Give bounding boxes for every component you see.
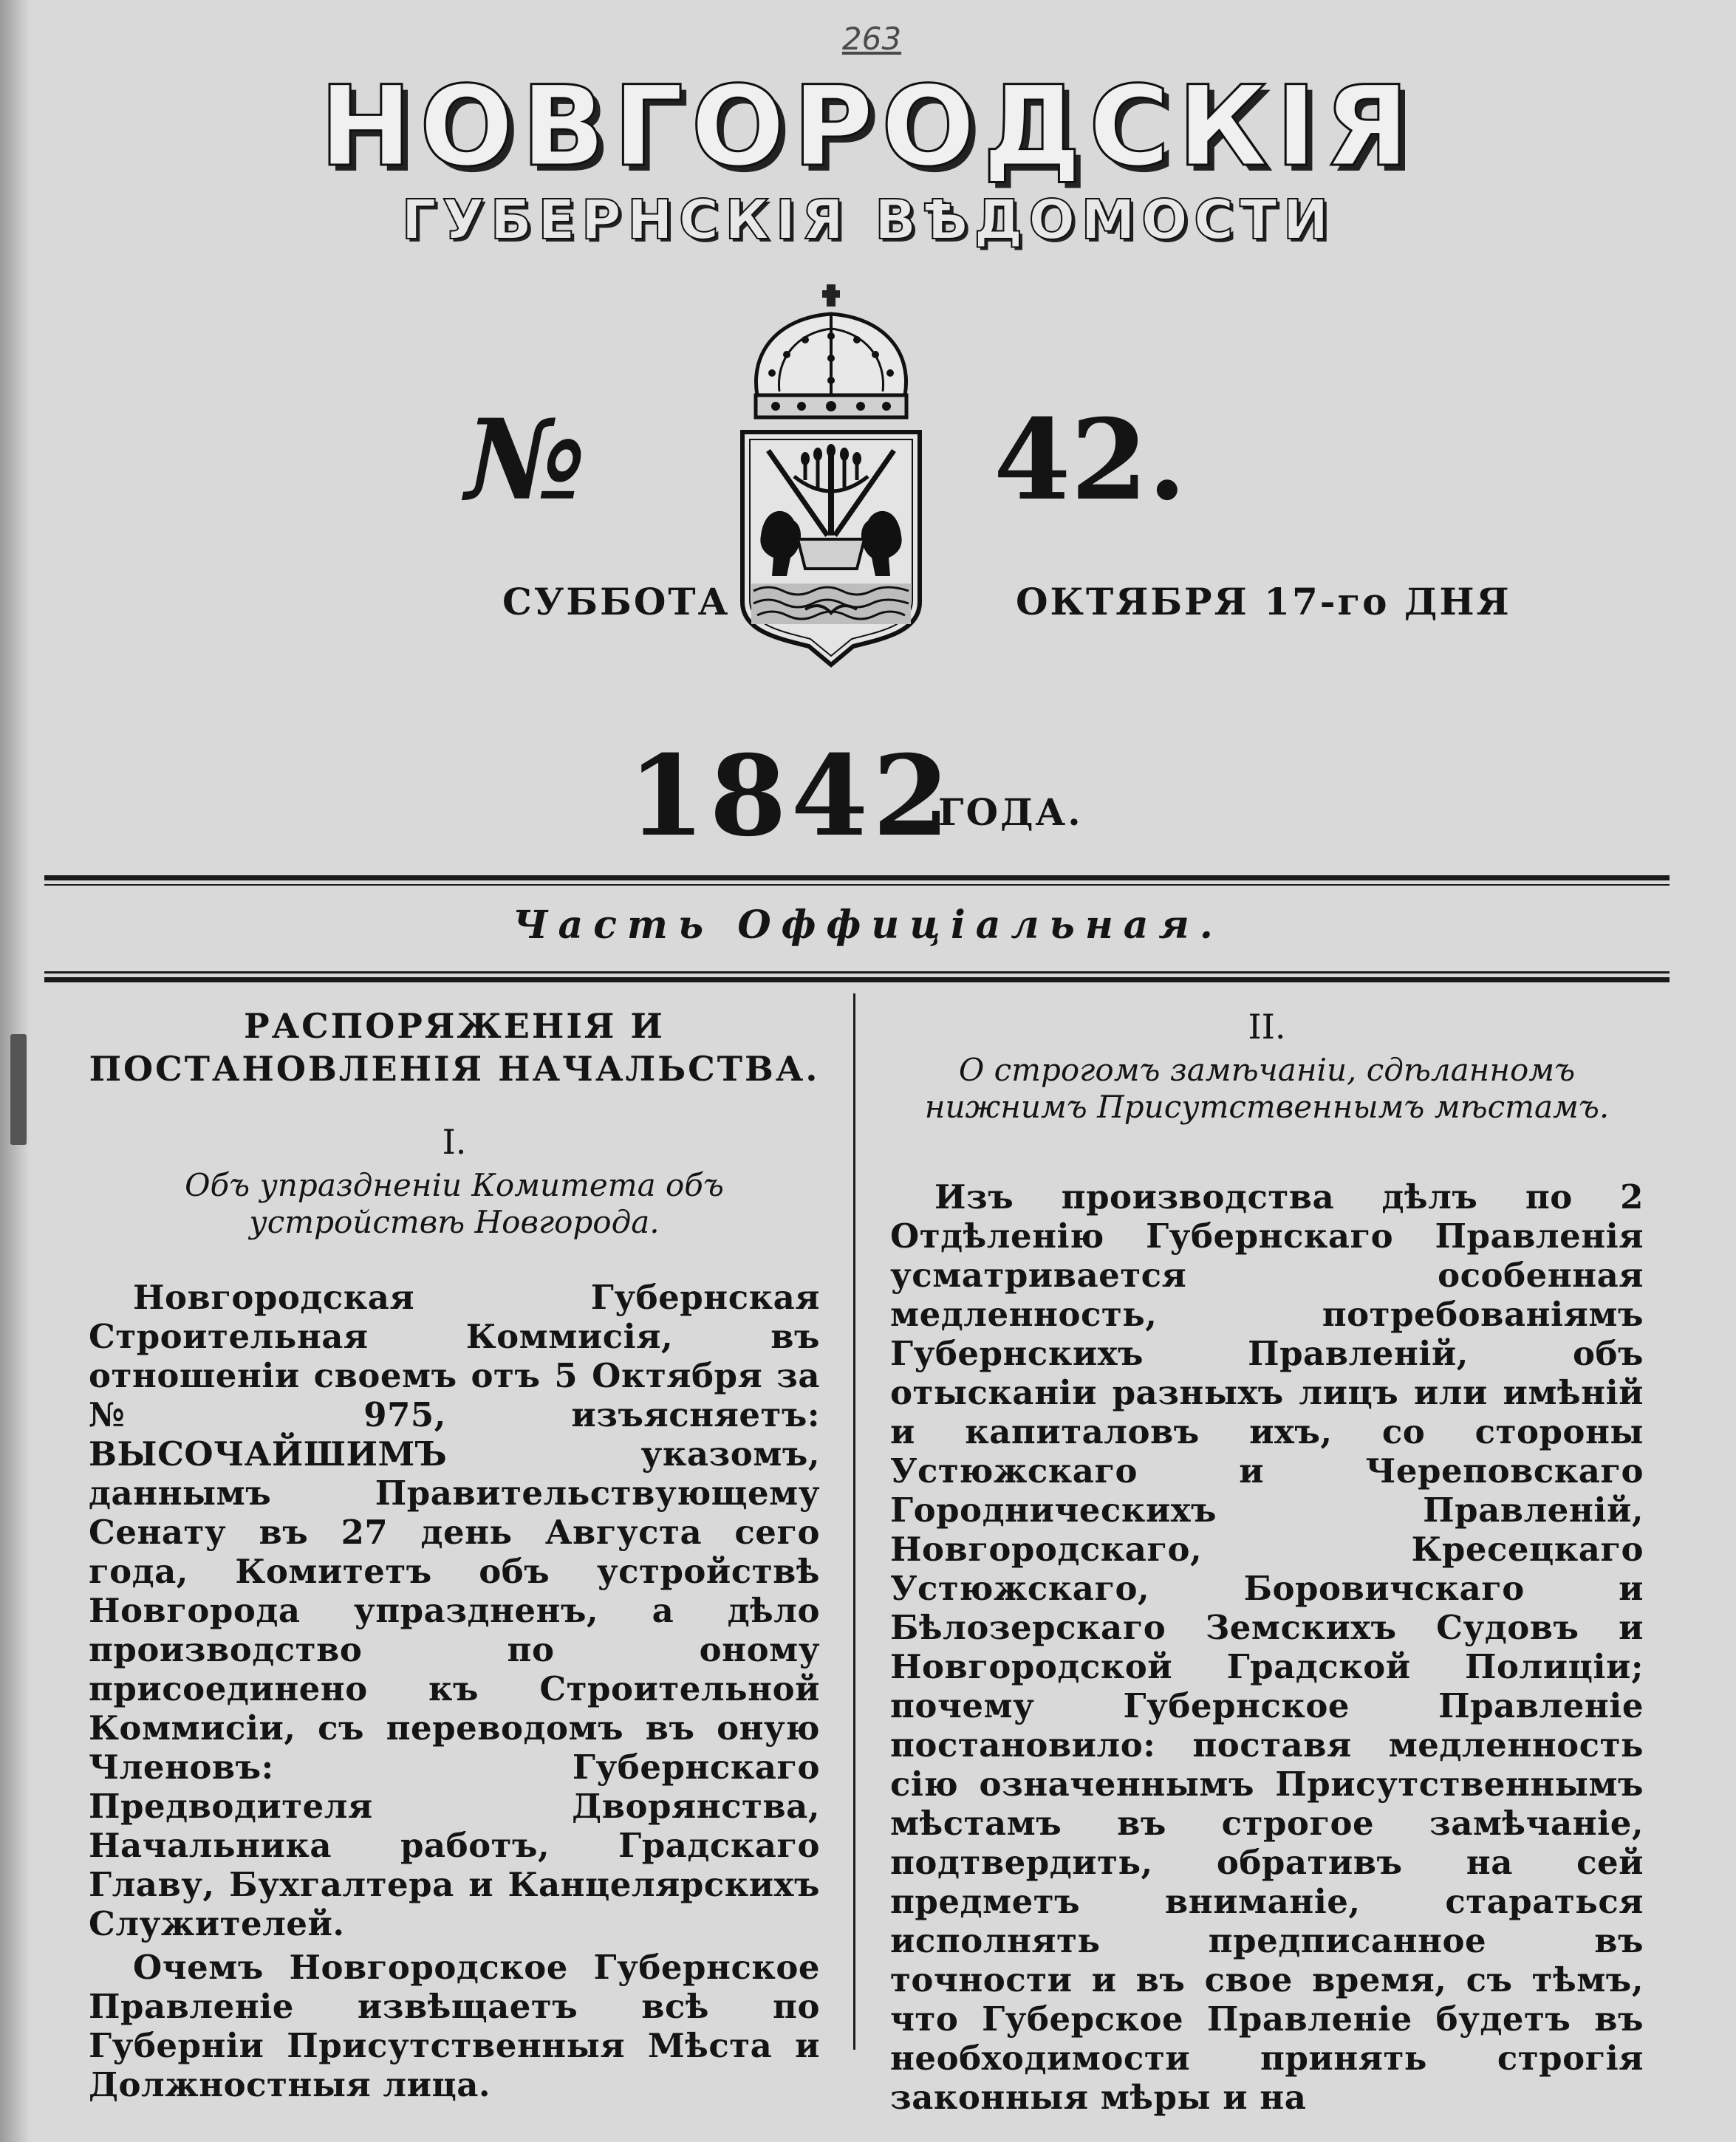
binding-clip: [10, 1034, 27, 1145]
archive-page-number: 263: [841, 21, 902, 57]
issue-date: ОКТЯБРЯ 17-го ДНЯ: [1016, 580, 1511, 623]
double-rule-top: [44, 875, 1670, 880]
article-number-2: II.: [1248, 1007, 1286, 1047]
issue-number: 42.: [994, 395, 1186, 525]
left-column: [89, 1005, 820, 2104]
article-1-paragraph-2: Очемъ Новгородское Губернское Правленіе извѣщаетъ всѣ по Губерніи Присутственныя Мѣста и Должностныя лица.: [89, 1948, 820, 2104]
article-number-1: I.: [442, 1122, 467, 1162]
double-rule-top-thin: [44, 884, 1670, 886]
issue-number-sign: №: [465, 395, 587, 525]
article-title-2: О строгомъ замѣчаніи, сдѣланномъ нижнимъ Присутственнымъ мѣстамъ.: [924, 1052, 1610, 1125]
article-2-paragraph-1: Изъ производства дѣлъ по 2 Отдѣленію Губернскаго Правленія усматривается особенная медленность, потребованіямъ Губернскихъ Правленій, объ отысканіи разныхъ лицъ или имѣній и капиталовъ ихъ, со стороны Устюжскаго и Череповскаго Городническихъ Правленій, Новгородскаго, Кресецкаго Устюжскаго, Боровичскаго и Бѣлозерскаго Земскихъ Судовъ и Новгородской Градской Полиціи; почему Губернское Правленіе постановило: поставя медленность сію означеннымъ Присутственнымъ мѣстамъ въ строгое замѣчаніе, подтвердить, обративъ на сей предметъ вниманіе, стараться исполнять предписанное въ точности и въ свое время, съ тѣмъ, что Губерское Правленіе будетъ въ необходимости принять строгія законныя мѣры и на: [890, 1177, 1644, 2117]
left-column-heading: РАСПОРЯЖЕНІЯ И ПОСТАНОВЛЕНІЯ НАЧАЛЬСТВА.: [89, 1006, 820, 1089]
masthead-title: НОВГОРОДСКІЯ: [319, 63, 1417, 191]
water-waves-icon: [751, 584, 911, 624]
column-divider: [853, 993, 855, 2050]
issue-weekday: СУББОТА: [502, 580, 731, 623]
section-label: Часть Оффиціальная.: [513, 903, 1223, 948]
section-rule-thin: [44, 971, 1670, 974]
coat-of-arms-emblem: [735, 284, 927, 668]
issue-year: 1842: [628, 731, 954, 861]
section-rule-thick: [44, 977, 1670, 982]
shield-icon: [742, 432, 920, 665]
right-column: [890, 1005, 1644, 2117]
article-title-1: Объ упраздненіи Комитета объ устройствѣ Новгорода.: [185, 1167, 724, 1240]
masthead-subtitle: ГУБЕРНСКІЯ ВѢДОМОСТИ: [401, 188, 1335, 252]
crown-icon: [756, 284, 906, 417]
article-1-paragraph-1: Новгородская Губернская Строительная Коммисія, въ отношеніи своемъ отъ 5 Октября за № 975, изъясняетъ: ВЫСОЧАЙШИМЪ указомъ, даннымъ Правительствующему Сенату въ 27 день Августа сего года, Комитетъ объ устройствѣ Новгорода упраздненъ, а дѣло производство по оному присоединено къ Строительной Коммисіи, съ переводомъ въ оную Членовъ: Губернскаго Предводителя Дворянства, Начальника работъ, Градскаго Главу, Бухгалтера и Канцелярскихъ Служителей.: [89, 1278, 820, 1943]
issue-year-word: ГОДА.: [938, 790, 1083, 834]
